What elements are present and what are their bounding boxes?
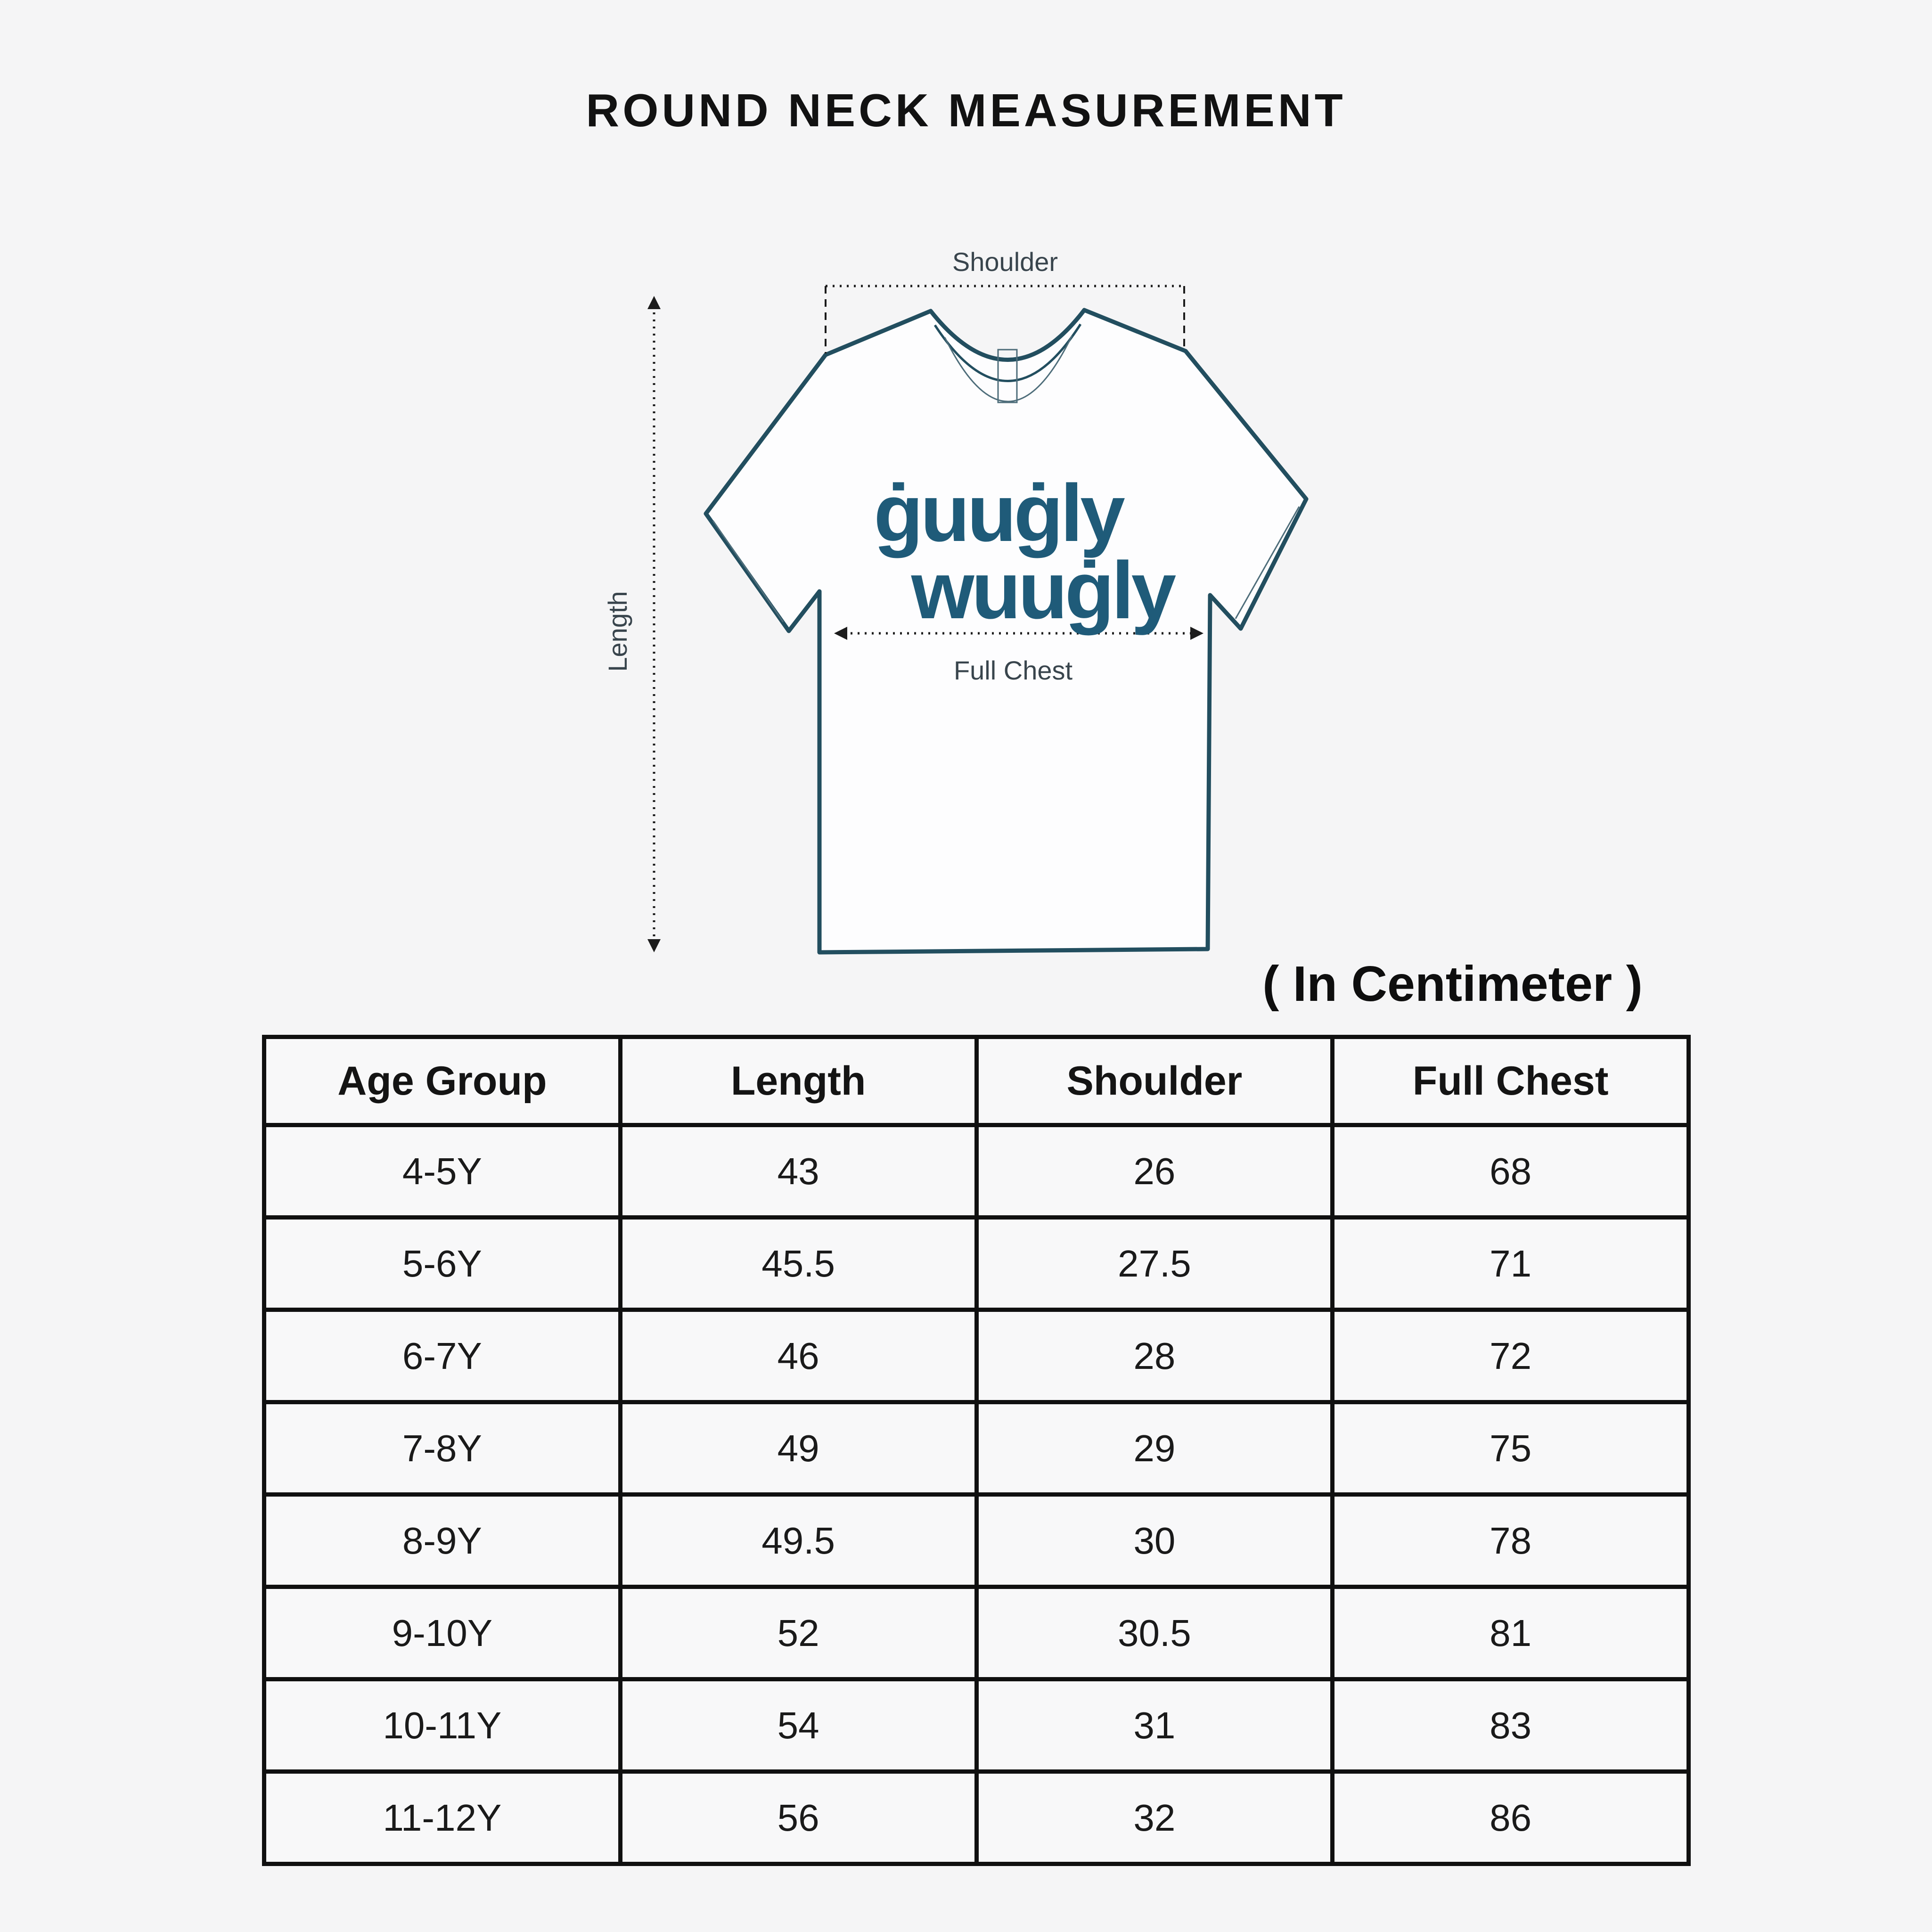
table-row xyxy=(264,1679,1689,1772)
full-chest-cell: 75 xyxy=(1333,1402,1689,1495)
column-header-length-cell: Length xyxy=(620,1037,976,1125)
table-row xyxy=(264,1587,1689,1679)
shoulder-cell: 29 xyxy=(976,1402,1333,1495)
full-chest-cell: 86 xyxy=(1333,1772,1689,1864)
length-cell: 54 xyxy=(620,1679,976,1772)
table-row xyxy=(264,1402,1689,1495)
table-header-row xyxy=(264,1037,1689,1125)
shoulder-cell: 30 xyxy=(976,1495,1333,1587)
shoulder-cell: 30.5 xyxy=(976,1587,1333,1679)
age-group-cell: 5-6Y xyxy=(264,1218,621,1310)
unit-note: ( In Centimeter ) xyxy=(1262,956,1643,1012)
length-cell: 43 xyxy=(620,1125,976,1218)
shoulder-cell: 28 xyxy=(976,1310,1333,1402)
table-row xyxy=(264,1495,1689,1587)
full-chest-cell: 81 xyxy=(1333,1587,1689,1679)
length-cell: 49.5 xyxy=(620,1495,976,1587)
table-row xyxy=(264,1218,1689,1310)
column-header-shoulder-cell: Shoulder xyxy=(976,1037,1333,1125)
table-row xyxy=(264,1772,1689,1864)
tshirt-measurement-diagram xyxy=(565,231,1390,1013)
brand-logo-line2: wuuġly xyxy=(911,545,1174,636)
table-row xyxy=(264,1125,1689,1218)
shoulder-cell: 31 xyxy=(976,1679,1333,1772)
column-header-age-group-cell: Age Group xyxy=(264,1037,621,1125)
length-cell: 49 xyxy=(620,1402,976,1495)
full-chest-cell: 71 xyxy=(1333,1218,1689,1310)
length-label: Length xyxy=(603,591,632,672)
age-group-cell: 11-12Y xyxy=(264,1772,621,1864)
shoulder-label: Shoulder xyxy=(952,247,1058,277)
brand-logo-line1: ġuuġly xyxy=(874,468,1122,558)
length-cell: 52 xyxy=(620,1587,976,1679)
age-group-cell: 6-7Y xyxy=(264,1310,621,1402)
age-group-cell: 9-10Y xyxy=(264,1587,621,1679)
shoulder-cell: 26 xyxy=(976,1125,1333,1218)
full-chest-cell: 68 xyxy=(1333,1125,1689,1218)
length-cell: 45.5 xyxy=(620,1218,976,1310)
page-title: ROUND NECK MEASUREMENT xyxy=(586,84,1346,136)
size-chart-table xyxy=(262,1035,1691,1866)
shoulder-cell: 27.5 xyxy=(976,1218,1333,1310)
tshirt-diagram-svg xyxy=(565,231,1390,1013)
table-row xyxy=(264,1310,1689,1402)
age-group-cell: 10-11Y xyxy=(264,1679,621,1772)
age-group-cell: 7-8Y xyxy=(264,1402,621,1495)
full-chest-cell: 72 xyxy=(1333,1310,1689,1402)
size-table-body xyxy=(264,1125,1689,1864)
length-arrow-bottom xyxy=(647,939,661,952)
full-chest-cell: 78 xyxy=(1333,1495,1689,1587)
full-chest-cell: 83 xyxy=(1333,1679,1689,1772)
length-cell: 56 xyxy=(620,1772,976,1864)
age-group-cell: 8-9Y xyxy=(264,1495,621,1587)
length-arrow-top xyxy=(647,296,661,309)
full-chest-label: Full Chest xyxy=(953,655,1073,685)
column-header-full-chest-cell: Full Chest xyxy=(1333,1037,1689,1125)
age-group-cell: 4-5Y xyxy=(264,1125,621,1218)
length-cell: 46 xyxy=(620,1310,976,1402)
shoulder-cell: 32 xyxy=(976,1772,1333,1864)
